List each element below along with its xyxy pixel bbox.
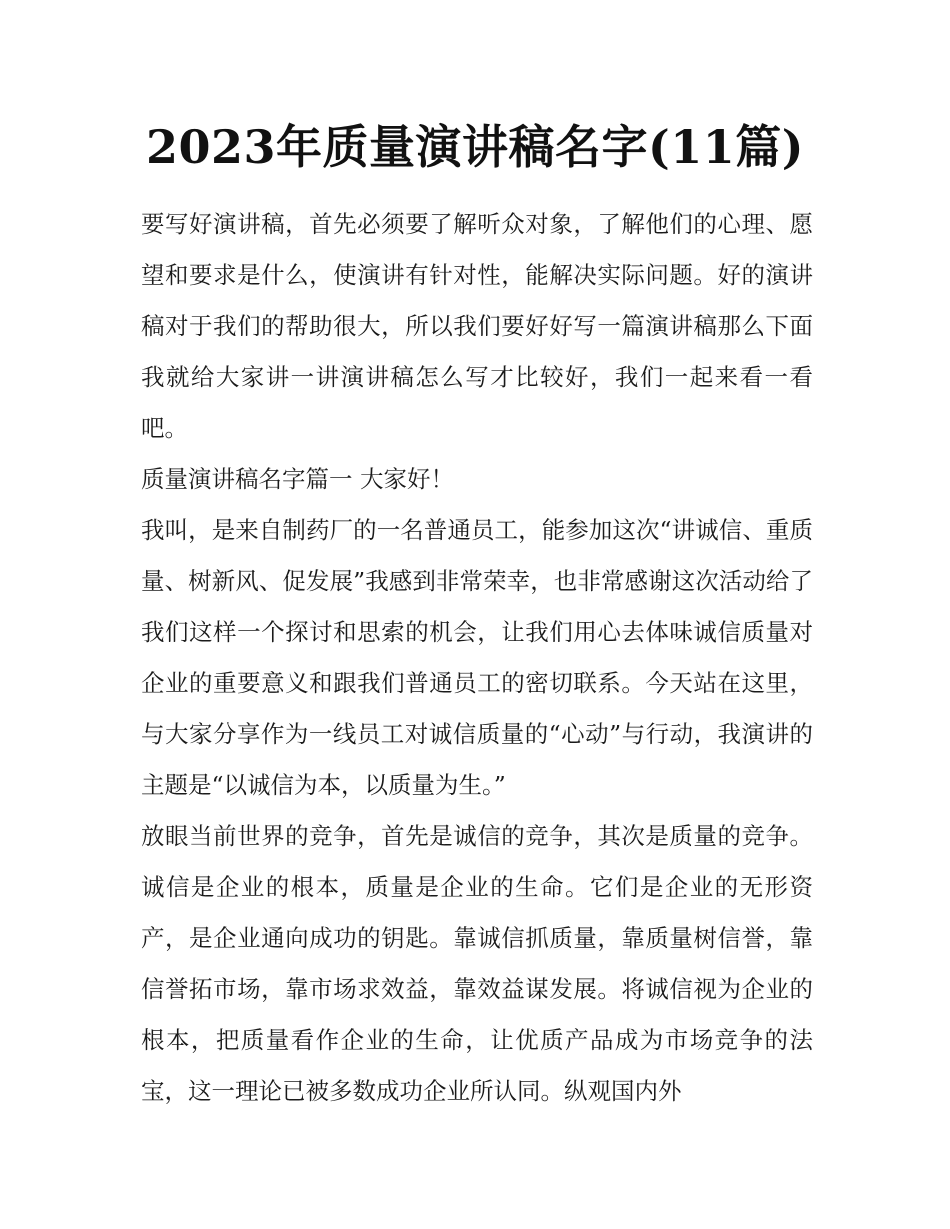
paragraph-self-introduction: 我叫，是来自制药厂的一名普通员工，能参加这次“讲诚信、重质量、树新风、促发展”我感到非常荣幸，也非常感谢这次活动给了我们这样一个探讨和思索的机会，让我们用心去体味诚信质量对企业的重要意义和跟我们普通员工的密切联系。今天站在这里，与大家分享作为一线员工对诚信质量的“心动”与行动，我演讲的主题是“以诚信为本，以质量为生。” [141, 516, 813, 799]
document-title: 2023年质量演讲稿名字(11篇) [145, 120, 805, 174]
paragraph-competition: 放眼当前世界的竞争，首先是诚信的竞争，其次是质量的竞争。诚信是企业的根本，质量是企业的生命。它们是企业的无形资产，是企业通向成功的钥匙。靠诚信抓质量，靠质量树信誉，靠信誉拓市场，靠市场求效益，靠效益谋发展。将诚信视为企业的根本，把质量看作企业的生命，让优质产品成为市场竞争的法宝，这一理论已被多数成功企业所认同。纵观国内外 [141, 822, 813, 1105]
paragraph-intro: 要写好演讲稿，首先必须要了解听众对象，了解他们的心理、愿望和要求是什么，使演讲有针对性，能解决实际问题。好的演讲稿对于我们的帮助很大，所以我们要好好写一篇演讲稿那么下面我就给大家讲一讲演讲稿怎么写才比较好，我们一起来看一看吧。 [141, 210, 813, 442]
document-body [141, 199, 813, 1117]
paragraph-section-heading: 质量演讲稿名字篇一 大家好！ [141, 465, 454, 493]
